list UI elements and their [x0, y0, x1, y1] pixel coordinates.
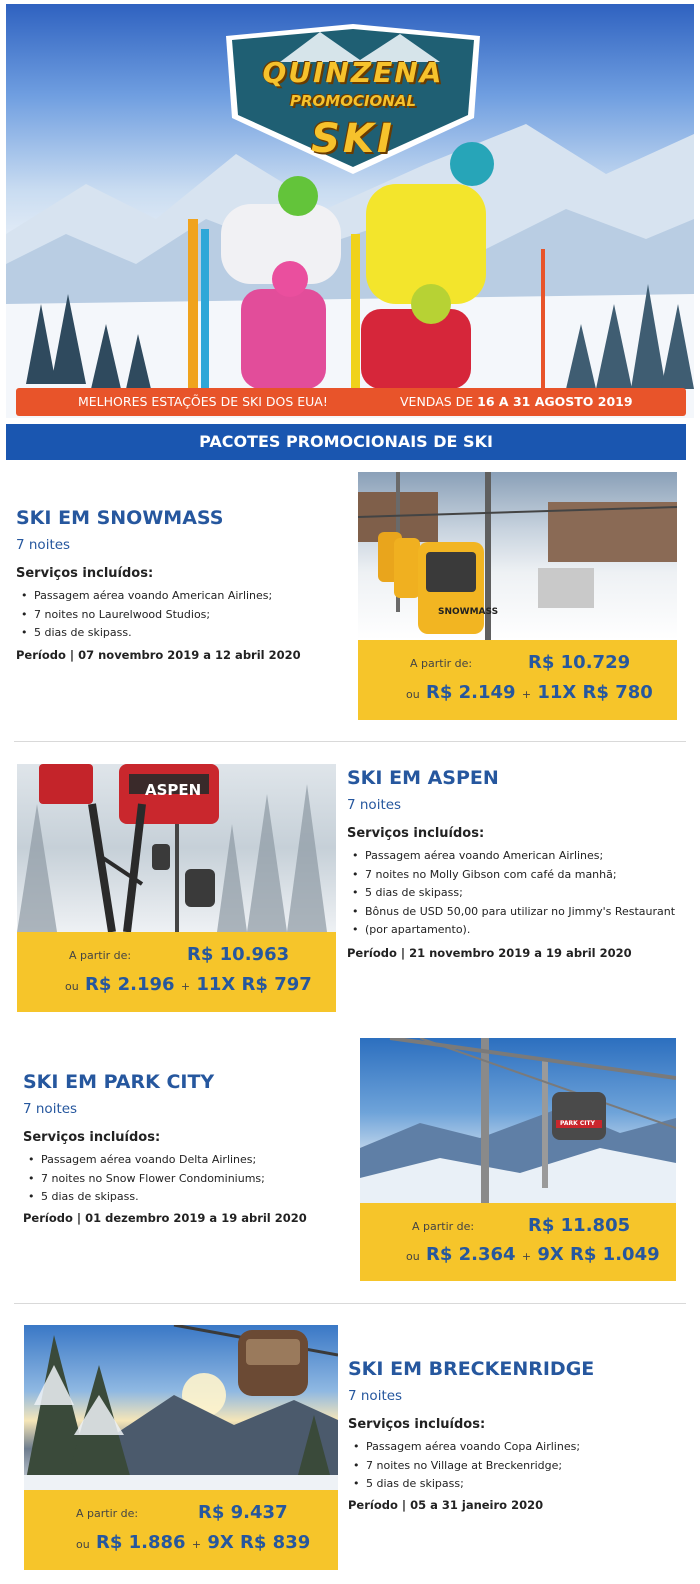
- installment-offer: [76, 1532, 310, 1553]
- installment-offer: [406, 682, 653, 703]
- ribbon-right-prefix: VENDAS DE: [400, 394, 478, 409]
- divider: [14, 1303, 686, 1304]
- down-payment: R$ 2.149: [425, 682, 516, 703]
- services-label: Serviços incluídos:: [16, 566, 154, 581]
- or-label: ou: [406, 688, 420, 701]
- list-item: • Passagem aérea voando American Airlines;: [347, 847, 675, 866]
- down-payment: R$ 2.364: [425, 1244, 516, 1265]
- breckenridge-photo: [24, 1325, 338, 1490]
- period-label: Período: [347, 946, 397, 960]
- services-list: [23, 1151, 265, 1207]
- installment-offer: [65, 974, 312, 995]
- price-from-label: A partir de:: [412, 1220, 475, 1233]
- snowmass-photo: [358, 472, 677, 640]
- photo-sign: ASPEN: [145, 781, 202, 799]
- package-price: R$ 10.963: [187, 944, 290, 965]
- period-dates: 07 novembro 2019 a 12 abril 2020: [78, 648, 301, 662]
- photo-sign: PARK CITY: [560, 1120, 595, 1127]
- ribbon-right-dates: 16 A 31 AGOSTO 2019: [477, 394, 633, 409]
- installments: 9X R$ 1.049: [537, 1244, 660, 1265]
- list-item-continuation: (por apartamento).: [365, 923, 471, 936]
- services-list: [16, 587, 272, 643]
- or-label: ou: [406, 1250, 420, 1263]
- list-item: • 5 dias de skipass;: [348, 1475, 580, 1494]
- ribbon-left-text: MELHORES ESTAÇÕES DE SKI DOS EUA!: [78, 394, 328, 409]
- list-item: • 5 dias de skipass.: [23, 1188, 265, 1207]
- badge-line-3: SKI: [311, 116, 395, 162]
- list-item: • Passagem aérea voando Copa Airlines;: [348, 1438, 580, 1457]
- list-item: • Bônus de USD 50,00 para utilizar no Jimmy's Restaurant: [347, 903, 675, 922]
- plus-label: +: [521, 688, 532, 701]
- price-from-label: A partir de:: [76, 1507, 139, 1520]
- list-item: • Passagem aérea voando Delta Airlines;: [23, 1151, 265, 1170]
- list-item: • Passagem aérea voando American Airlines;: [16, 587, 272, 606]
- hero-banner[interactable]: [6, 4, 694, 418]
- package-title: SKI EM ASPEN: [347, 767, 499, 789]
- installments: 11X R$ 797: [196, 974, 312, 995]
- package-nights: 7 noites: [348, 1388, 403, 1404]
- services-label: Serviços incluídos:: [348, 1417, 486, 1432]
- installments: 11X R$ 780: [537, 682, 653, 703]
- list-item: • 5 dias de skipass.: [16, 624, 272, 643]
- gondola-photo-icon: [360, 1038, 676, 1203]
- price-box: [17, 932, 336, 1012]
- aspen-photo: [17, 764, 336, 932]
- package-nights: 7 noites: [16, 537, 71, 553]
- plus-label: +: [191, 1538, 202, 1551]
- gondola-photo-icon: [358, 472, 677, 640]
- down-payment: R$ 1.886: [95, 1532, 186, 1553]
- installment-offer: [406, 1244, 660, 1265]
- package-period: Período | 01 dezembro 2019 a 19 abril 2020: [23, 1211, 307, 1225]
- list-item: • 5 dias de skipass;: [347, 884, 675, 903]
- price-box: [360, 1203, 676, 1281]
- period-dates: 05 a 31 janeiro 2020: [410, 1498, 544, 1512]
- period-label: Período: [16, 648, 66, 662]
- price-box: [24, 1490, 338, 1570]
- period-label: Período: [23, 1211, 73, 1225]
- badge-line-1: QUINZENA: [262, 56, 444, 89]
- or-label: ou: [76, 1538, 90, 1551]
- package-nights: 7 noites: [23, 1101, 78, 1117]
- period-dates: 01 dezembro 2019 a 19 abril 2020: [85, 1211, 307, 1225]
- or-label: ou: [65, 980, 79, 993]
- installments: 9X R$ 839: [207, 1532, 311, 1553]
- package-price: R$ 10.729: [528, 652, 631, 673]
- list-item: • 7 noites no Snow Flower Condominiums;: [23, 1170, 265, 1189]
- package-title: SKI EM SNOWMASS: [16, 507, 224, 529]
- package-period: Período | 21 novembro 2019 a 19 abril 2020: [347, 946, 632, 960]
- list-item: [347, 921, 675, 940]
- price-from-label: A partir de:: [69, 949, 132, 962]
- ribbon-right-text: [400, 394, 633, 409]
- park-city-photo: [360, 1038, 676, 1203]
- hero-ribbon: [16, 388, 686, 416]
- list-item: • 7 noites no Molly Gibson com café da manhã;: [347, 866, 675, 885]
- package-title: SKI EM BRECKENRIDGE: [348, 1358, 595, 1380]
- package-period: Período | 07 novembro 2019 a 12 abril 2020: [16, 648, 301, 662]
- package-price: R$ 11.805: [528, 1215, 631, 1236]
- list-item: • 7 noites no Village at Breckenridge;: [348, 1457, 580, 1476]
- package-period: Período | 05 a 31 janeiro 2020: [348, 1498, 544, 1512]
- section-title: PACOTES PROMOCIONAIS DE SKI: [6, 424, 686, 460]
- gondola-photo-icon: [24, 1325, 338, 1490]
- services-label: Serviços incluídos:: [347, 826, 485, 841]
- price-box: [358, 640, 677, 720]
- price-from-label: A partir de:: [410, 657, 473, 670]
- plus-label: +: [180, 980, 191, 993]
- list-item: • 7 noites no Laurelwood Studios;: [16, 606, 272, 625]
- period-label: Período: [348, 1498, 398, 1512]
- package-price: R$ 9.437: [198, 1502, 288, 1523]
- period-dates: 21 novembro 2019 a 19 abril 2020: [409, 946, 632, 960]
- photo-sign: SNOWMASS: [438, 607, 499, 617]
- package-nights: 7 noites: [347, 797, 402, 813]
- promo-badge: [220, 22, 486, 176]
- package-title: SKI EM PARK CITY: [23, 1071, 215, 1093]
- badge-line-2: PROMOCIONAL: [289, 92, 417, 110]
- services-list: [348, 1438, 580, 1494]
- services-label: Serviços incluídos:: [23, 1130, 161, 1145]
- services-list: [347, 847, 675, 940]
- plus-label: +: [521, 1250, 532, 1263]
- down-payment: R$ 2.196: [84, 974, 175, 995]
- divider: [14, 741, 686, 742]
